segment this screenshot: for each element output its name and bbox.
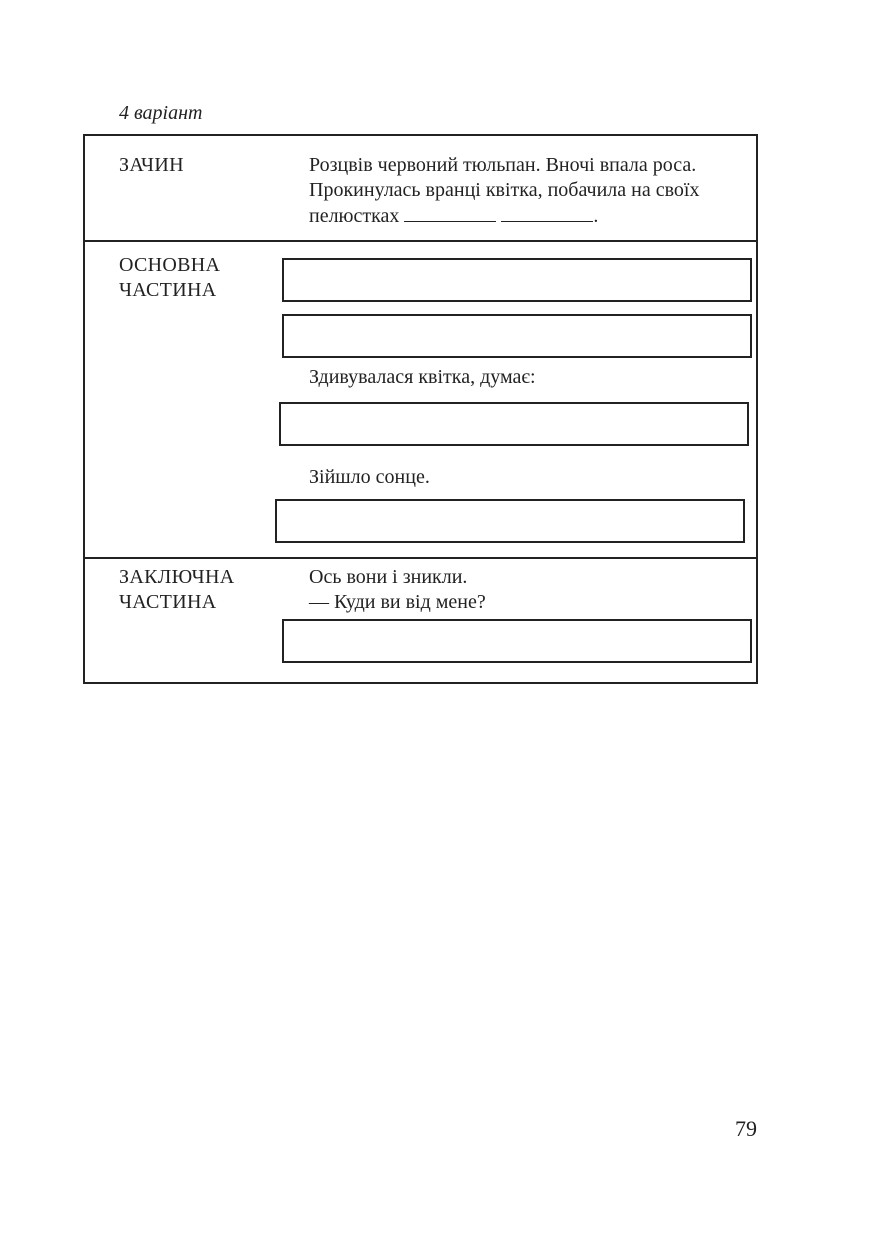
- intro-line-1: Розцвів червоний тюльпан. Вночі впала роса.: [309, 154, 697, 176]
- section-divider-2: [85, 557, 756, 559]
- main-label: [119, 253, 220, 303]
- answer-box-3[interactable]: [279, 402, 749, 446]
- intro-label: ЗАЧИН: [119, 154, 184, 176]
- main-text-1: Здивувалася квітка, думає:: [309, 366, 536, 388]
- story-plan-table: [83, 134, 758, 684]
- answer-box-5[interactable]: [282, 619, 752, 663]
- conclusion-label: [119, 565, 234, 615]
- answer-box-2[interactable]: [282, 314, 752, 358]
- page-number: 79: [735, 1116, 757, 1141]
- intro-line-2: Прокинулась вранці квітка, побачила на своїх: [309, 179, 700, 201]
- main-label-line-2: ЧАСТИНА: [119, 279, 217, 301]
- answer-box-4[interactable]: [275, 499, 745, 543]
- conclusion-text-2: — Куди ви від мене?: [309, 591, 486, 613]
- conclusion-label-line-2: ЧАСТИНА: [119, 591, 217, 613]
- conclusion-text-1: Ось вони і зникли.: [309, 566, 468, 588]
- main-label-line-1: ОСНОВНА: [119, 254, 221, 276]
- main-text-2: Зійшло сонце.: [309, 466, 430, 488]
- intro-line-3-end: .: [593, 205, 599, 227]
- blank-line-1[interactable]: [404, 203, 496, 222]
- variant-heading: 4 варіант: [119, 102, 203, 124]
- section-divider-1: [85, 240, 756, 242]
- intro-line-3-text: пелюстках: [309, 205, 400, 227]
- answer-box-1[interactable]: [282, 258, 752, 302]
- intro-line-3: [309, 203, 598, 229]
- conclusion-label-line-1: ЗАКЛЮЧНА: [119, 566, 235, 588]
- blank-line-2[interactable]: [501, 203, 593, 222]
